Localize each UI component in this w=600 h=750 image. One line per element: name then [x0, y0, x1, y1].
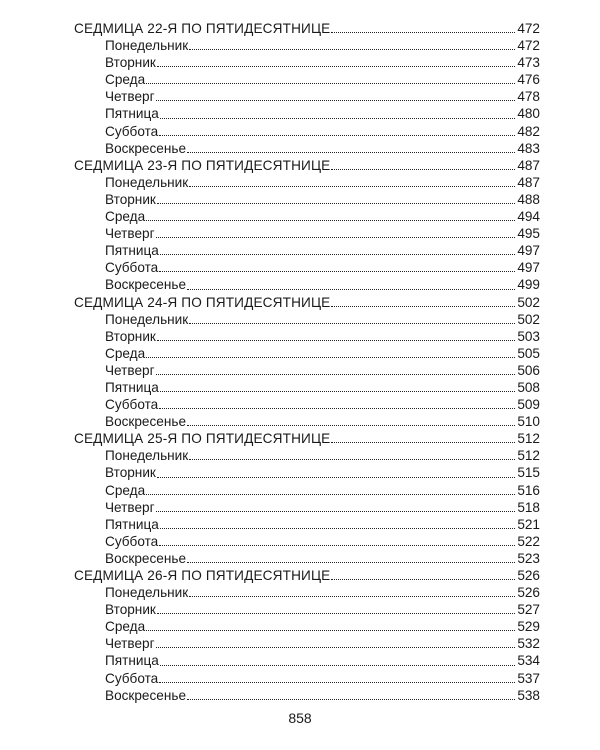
- page-ref: 472: [517, 21, 540, 36]
- toc-day-entry: [74, 225, 540, 242]
- table-of-contents: [74, 20, 540, 704]
- dot-leader: [156, 99, 515, 101]
- toc-day-entry: [74, 362, 540, 379]
- toc-day-entry: [74, 123, 540, 140]
- day-label: Пятница: [105, 243, 159, 259]
- page-ref: 527: [517, 602, 540, 618]
- toc-day-entry: [74, 499, 540, 516]
- dot-leader: [157, 476, 515, 478]
- toc-day-entry: [74, 88, 540, 105]
- dot-leader: [156, 510, 515, 512]
- dot-leader: [159, 544, 515, 546]
- page-ref: 521: [517, 516, 540, 532]
- page-ref: 523: [517, 550, 540, 566]
- toc-day-entry: [74, 652, 540, 669]
- page-ref: 538: [517, 687, 540, 703]
- dot-leader: [157, 612, 515, 614]
- dot-leader: [146, 356, 515, 358]
- toc-day-entry: [74, 618, 540, 635]
- dot-leader: [156, 373, 515, 375]
- page-ref: 487: [517, 174, 540, 190]
- toc-day-entry: [74, 447, 540, 464]
- day-label: Воскресенье: [105, 414, 186, 430]
- dot-leader: [331, 305, 515, 307]
- page-ref: 503: [517, 328, 540, 344]
- toc-day-entry: [74, 584, 540, 601]
- dot-leader: [187, 424, 515, 426]
- dot-leader: [189, 48, 515, 50]
- page-ref: 515: [517, 465, 540, 481]
- dot-leader: [187, 151, 515, 153]
- dot-leader: [331, 168, 515, 170]
- toc-day-entry: [74, 328, 540, 345]
- toc-section-entry: [74, 430, 540, 447]
- page-ref: 529: [517, 619, 540, 635]
- page-ref: 518: [517, 499, 540, 515]
- dot-leader: [159, 134, 515, 136]
- dot-leader: [189, 458, 515, 460]
- dot-leader: [160, 664, 515, 666]
- dot-leader: [146, 82, 515, 84]
- toc-day-entry: [74, 635, 540, 652]
- day-label: Пятница: [105, 516, 159, 532]
- day-label: Суббота: [105, 670, 159, 686]
- day-label: Суббота: [105, 260, 159, 276]
- toc-section-entry: [74, 157, 540, 174]
- dot-leader: [157, 339, 515, 341]
- dot-leader: [160, 117, 515, 119]
- toc-day-entry: [74, 105, 540, 122]
- day-label: Пятница: [105, 653, 159, 669]
- dot-leader: [160, 527, 515, 529]
- toc-day-entry: [74, 208, 540, 225]
- day-label: Среда: [105, 72, 146, 88]
- day-label: Среда: [105, 619, 146, 635]
- toc-day-entry: [74, 242, 540, 259]
- day-label: Понедельник: [105, 174, 189, 190]
- toc-day-entry: [74, 687, 540, 704]
- page-ref: 483: [517, 140, 540, 156]
- day-label: Вторник: [105, 602, 156, 618]
- dot-leader: [157, 65, 515, 67]
- day-label: Четверг: [105, 636, 155, 652]
- dot-leader: [187, 698, 515, 700]
- dot-leader: [331, 578, 515, 580]
- page-number: 858: [288, 710, 312, 726]
- page-ref: 497: [517, 243, 540, 259]
- toc-section-entry: [74, 567, 540, 584]
- page-ref: 476: [517, 72, 540, 88]
- page-ref: 502: [517, 311, 540, 327]
- day-label: Понедельник: [105, 38, 189, 54]
- page-ref: 510: [517, 414, 540, 430]
- day-label: Суббота: [105, 533, 159, 549]
- dot-leader: [189, 185, 515, 187]
- toc-day-entry: [74, 174, 540, 191]
- day-label: Суббота: [105, 123, 159, 139]
- day-label: Среда: [105, 482, 146, 498]
- toc-section-entry: [74, 20, 540, 37]
- section-title: СЕДМИЦА 25-Я ПО ПЯТИДЕСЯТНИЦЕ: [74, 431, 331, 447]
- page-ref: 532: [517, 636, 540, 652]
- page-ref: 522: [517, 533, 540, 549]
- dot-leader: [189, 322, 515, 324]
- day-label: Четверг: [105, 226, 155, 242]
- toc-day-entry: [74, 670, 540, 687]
- toc-section-entry: [74, 294, 540, 311]
- page-ref: 487: [517, 157, 540, 173]
- section-title: СЕДМИЦА 26-Я ПО ПЯТИДЕСЯТНИЦЕ: [74, 568, 331, 583]
- page-ref: 482: [517, 123, 540, 139]
- page-ref: 502: [517, 294, 540, 310]
- page-ref: 488: [517, 191, 540, 207]
- day-label: Воскресенье: [105, 140, 186, 156]
- day-label: Вторник: [105, 55, 156, 71]
- day-label: Воскресенье: [105, 550, 186, 566]
- page-ref: 473: [517, 55, 540, 71]
- day-label: Пятница: [105, 106, 159, 122]
- day-label: Вторник: [105, 191, 156, 207]
- page-ref: 526: [517, 568, 540, 583]
- page-ref: 478: [517, 89, 540, 105]
- page-ref: 537: [517, 670, 540, 686]
- dot-leader: [157, 202, 515, 204]
- dot-leader: [146, 629, 515, 631]
- day-label: Суббота: [105, 397, 159, 413]
- day-label: Вторник: [105, 465, 156, 481]
- section-title: СЕДМИЦА 23-Я ПО ПЯТИДЕСЯТНИЦЕ: [74, 157, 331, 173]
- day-label: Среда: [105, 209, 146, 225]
- toc-day-entry: [74, 379, 540, 396]
- day-label: Четверг: [105, 499, 155, 515]
- dot-leader: [156, 236, 515, 238]
- day-label: Среда: [105, 345, 146, 361]
- toc-day-entry: [74, 413, 540, 430]
- page-ref: 495: [517, 226, 540, 242]
- day-label: Пятница: [105, 379, 159, 395]
- page-ref: 480: [517, 106, 540, 122]
- dot-leader: [160, 253, 515, 255]
- page-ref: 499: [517, 277, 540, 293]
- day-label: Вторник: [105, 328, 156, 344]
- toc-day-entry: [74, 533, 540, 550]
- toc-day-entry: [74, 482, 540, 499]
- day-label: Понедельник: [105, 448, 189, 464]
- toc-day-entry: [74, 71, 540, 88]
- page-ref: 512: [517, 448, 540, 464]
- toc-day-entry: [74, 601, 540, 618]
- toc-day-entry: [74, 396, 540, 413]
- page-ref: 505: [517, 345, 540, 361]
- dot-leader: [146, 493, 515, 495]
- day-label: Воскресенье: [105, 277, 186, 293]
- dot-leader: [189, 595, 515, 597]
- toc-day-entry: [74, 140, 540, 157]
- dot-leader: [159, 681, 515, 683]
- toc-day-entry: [74, 259, 540, 276]
- dot-leader: [187, 288, 515, 290]
- dot-leader: [331, 31, 515, 33]
- section-title: СЕДМИЦА 24-Я ПО ПЯТИДЕСЯТНИЦЕ: [74, 294, 331, 310]
- toc-day-entry: [74, 311, 540, 328]
- toc-day-entry: [74, 191, 540, 208]
- toc-day-entry: [74, 516, 540, 533]
- page-ref: 494: [517, 209, 540, 225]
- day-label: Четверг: [105, 89, 155, 105]
- toc-day-entry: [74, 54, 540, 71]
- page-ref: 526: [517, 585, 540, 601]
- dot-leader: [331, 441, 515, 443]
- page-ref: 497: [517, 260, 540, 276]
- dot-leader: [159, 270, 515, 272]
- dot-leader: [160, 390, 515, 392]
- toc-day-entry: [74, 464, 540, 481]
- day-label: Понедельник: [105, 311, 189, 327]
- section-title: СЕДМИЦА 22-Я ПО ПЯТИДЕСЯТНИЦЕ: [74, 21, 331, 36]
- day-label: Понедельник: [105, 585, 189, 601]
- toc-day-entry: [74, 345, 540, 362]
- dot-leader: [187, 561, 515, 563]
- dot-leader: [146, 219, 515, 221]
- page-ref: 508: [517, 379, 540, 395]
- page-ref: 472: [517, 38, 540, 54]
- page-ref: 516: [517, 482, 540, 498]
- page-ref: 506: [517, 362, 540, 378]
- page-ref: 534: [517, 653, 540, 669]
- page-ref: 512: [517, 431, 540, 447]
- day-label: Четверг: [105, 362, 155, 378]
- dot-leader: [159, 407, 515, 409]
- toc-day-entry: [74, 550, 540, 567]
- dot-leader: [156, 646, 515, 648]
- toc-day-entry: [74, 37, 540, 54]
- day-label: Воскресенье: [105, 687, 186, 703]
- toc-day-entry: [74, 276, 540, 293]
- page-ref: 509: [517, 397, 540, 413]
